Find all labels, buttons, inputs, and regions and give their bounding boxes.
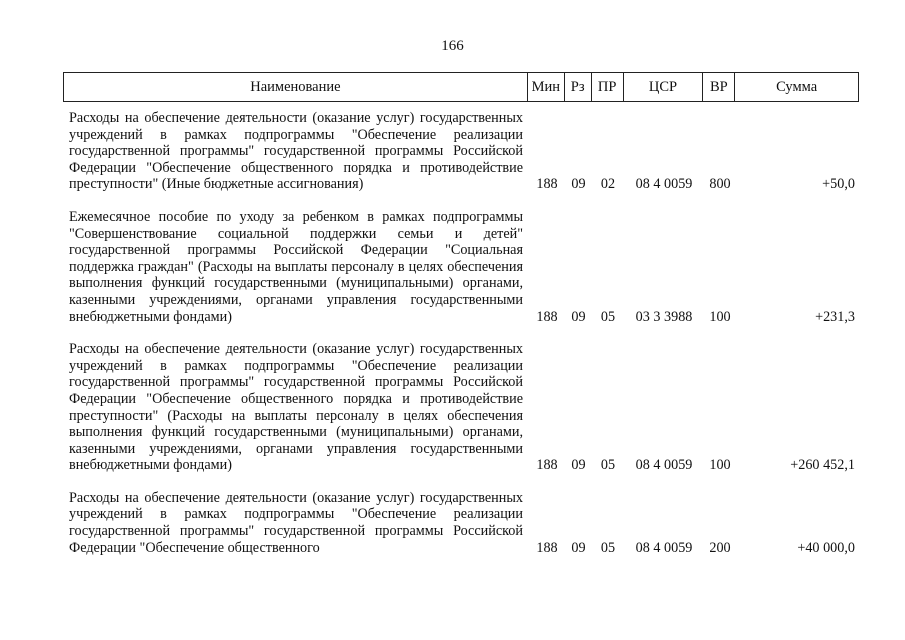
row-min: 188 — [536, 539, 558, 556]
row-pr: 02 — [600, 176, 616, 193]
header-csr: ЦСР — [624, 73, 704, 101]
table-header — [63, 72, 859, 102]
table-row — [63, 110, 859, 193]
row-sum: +260 452,1 — [790, 457, 855, 474]
row-csr: 08 4 0059 — [635, 539, 693, 556]
row-min: 188 — [536, 176, 558, 193]
row-rz: 09 — [571, 308, 586, 325]
header-min: Мин — [528, 73, 565, 101]
row-description: Расходы на обеспечение деятельности (оказание услуг) государственных учреждений в рамках подпрограммы "Обеспечение реализации государственной программы" государственной программы Российской Федерации "Обеспечение общественного порядка и противодействие преступности" (Иные бюджетные ассигнования) — [69, 110, 523, 193]
header-vr: ВР — [703, 73, 735, 101]
row-pr: 05 — [600, 308, 616, 325]
header-name: Наименование — [64, 73, 528, 101]
row-csr: 08 4 0059 — [635, 457, 693, 474]
header-rz: Рз — [565, 73, 592, 101]
table-row — [63, 490, 859, 556]
row-pr: 05 — [600, 539, 616, 556]
header-sum: Сумма — [776, 78, 818, 95]
row-sum: +50,0 — [822, 176, 855, 193]
row-rz: 09 — [571, 539, 586, 556]
row-csr: 08 4 0059 — [635, 176, 693, 193]
row-description: Расходы на обеспечение деятельности (оказание услуг) государственных учреждений в рамках подпрограммы "Обеспечение реализации государственной программы" государственной программы Российской Федерации "Обеспечение общественного — [69, 489, 523, 556]
table-body — [63, 110, 859, 556]
row-csr: 03 3 3988 — [635, 308, 693, 325]
row-vr: 100 — [709, 457, 731, 474]
row-rz: 09 — [571, 176, 586, 193]
row-description: Расходы на обеспечение деятельности (оказание услуг) государственных учреждений в рамках подпрограммы "Обеспечение реализации государственной программы" государственной программы Российской Федерации "Обеспечение общественного порядка и противодействие преступности" (Расходы на выплаты персоналу в целях обеспечения выполнения функций государственными (муниципальными) органами, казенными учреждениями, органами управления государственными внебюджетными фондами) — [69, 341, 523, 474]
row-sum: +231,3 — [815, 308, 855, 325]
row-min: 188 — [536, 457, 558, 474]
row-description: Ежемесячное пособие по уходу за ребенком в рамках подпрограммы "Совершенствование социальной поддержки семьи и детей" государственной программы Российской Федерации "Социальная поддержка граждан" (Расходы на выплаты персоналу в целях обеспечения выполнения функций государственными (муниципальными) органами, казенными учреждениями, органами управления государственными внебюджетными фондами) — [69, 208, 523, 325]
table-row — [63, 341, 859, 474]
row-min: 188 — [536, 308, 558, 325]
page-number: 166 — [441, 38, 464, 54]
row-sum: +40 000,0 — [797, 539, 855, 556]
row-pr: 05 — [600, 457, 616, 474]
row-rz: 09 — [571, 457, 586, 474]
header-pr: ПР — [592, 73, 624, 101]
row-vr: 100 — [709, 308, 731, 325]
table-row — [63, 209, 859, 325]
row-vr: 800 — [709, 176, 731, 193]
row-vr: 200 — [709, 539, 731, 556]
